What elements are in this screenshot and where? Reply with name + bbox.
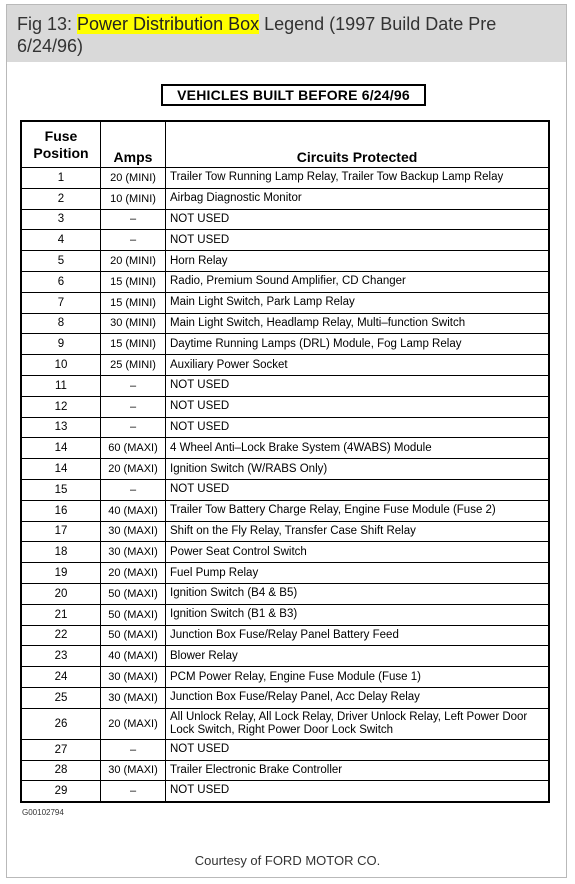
cell-position: 23: [21, 646, 101, 667]
table-row: [21, 500, 549, 521]
cell-position: 25: [21, 687, 101, 708]
cell-circuits: Blower Relay: [166, 646, 550, 667]
table-row: [21, 760, 549, 781]
cell-circuits: Ignition Switch (B4 & B5): [166, 583, 550, 604]
fuse-table: [20, 120, 550, 803]
table-row: [21, 521, 549, 542]
cell-circuits: All Unlock Relay, All Lock Relay, Driver Unlock Relay, Left Power Door Lock Switch, Right Power Door Lock Switch: [166, 708, 550, 739]
cell-position: 16: [21, 500, 101, 521]
cell-position: 10: [21, 355, 101, 376]
cell-amps: 30 (MAXI): [101, 667, 166, 688]
cell-circuits: Junction Box Fuse/Relay Panel, Acc Delay Relay: [166, 687, 550, 708]
table-header-row: [21, 121, 549, 168]
cell-circuits: PCM Power Relay, Engine Fuse Module (Fuse 1): [166, 667, 550, 688]
cell-position: 24: [21, 667, 101, 688]
cell-circuits: Junction Box Fuse/Relay Panel Battery Feed: [166, 625, 550, 646]
cell-position: 14: [21, 438, 101, 459]
cell-position: 11: [21, 375, 101, 396]
cell-position: 15: [21, 479, 101, 500]
cell-position: 28: [21, 760, 101, 781]
cell-circuits: NOT USED: [166, 230, 550, 251]
cell-position: 29: [21, 781, 101, 802]
cell-amps: –: [101, 417, 166, 438]
table-row: [21, 334, 549, 355]
cell-circuits: Ignition Switch (B1 & B3): [166, 604, 550, 625]
header-circuits: Circuits Protected: [166, 121, 550, 168]
cell-amps: 15 (MINI): [101, 271, 166, 292]
table-row: [21, 646, 549, 667]
table-row: [21, 417, 549, 438]
cell-amps: 20 (MAXI): [101, 459, 166, 480]
table-row: [21, 739, 549, 760]
cell-circuits: 4 Wheel Anti–Lock Brake System (4WABS) Module: [166, 438, 550, 459]
table-row: [21, 168, 549, 189]
table-row: [21, 708, 549, 739]
cell-circuits: Horn Relay: [166, 251, 550, 272]
cell-amps: –: [101, 230, 166, 251]
cell-amps: 15 (MINI): [101, 292, 166, 313]
table-row: [21, 459, 549, 480]
cell-position: 5: [21, 251, 101, 272]
cell-position: 8: [21, 313, 101, 334]
cell-circuits: Main Light Switch, Headlamp Relay, Multi–function Switch: [166, 313, 550, 334]
cell-amps: 10 (MINI): [101, 188, 166, 209]
cell-position: 21: [21, 604, 101, 625]
table-row: [21, 604, 549, 625]
table-row: [21, 355, 549, 376]
table-row: [21, 479, 549, 500]
courtesy-line: Courtesy of FORD MOTOR CO.: [194, 853, 381, 868]
table-row: [21, 667, 549, 688]
cell-circuits: Fuel Pump Relay: [166, 563, 550, 584]
cell-circuits: NOT USED: [166, 739, 550, 760]
cell-amps: 50 (MAXI): [101, 625, 166, 646]
header-amps: Amps: [101, 121, 166, 168]
cell-amps: 20 (MAXI): [101, 708, 166, 739]
table-row: [21, 292, 549, 313]
cell-position: 26: [21, 708, 101, 739]
cell-position: 2: [21, 188, 101, 209]
table-row: [21, 542, 549, 563]
table-row: [21, 251, 549, 272]
cell-position: 18: [21, 542, 101, 563]
cell-amps: 25 (MINI): [101, 355, 166, 376]
cell-position: 1: [21, 168, 101, 189]
cell-circuits: NOT USED: [166, 375, 550, 396]
cell-circuits: NOT USED: [166, 479, 550, 500]
cell-position: 19: [21, 563, 101, 584]
cell-position: 14: [21, 459, 101, 480]
cell-position: 6: [21, 271, 101, 292]
cell-circuits: NOT USED: [166, 417, 550, 438]
table-row: [21, 188, 549, 209]
cell-amps: 20 (MAXI): [101, 563, 166, 584]
cell-amps: –: [101, 396, 166, 417]
cell-position: 20: [21, 583, 101, 604]
figure-code: G00102794: [22, 808, 64, 817]
cell-circuits: Shift on the Fly Relay, Transfer Case Shift Relay: [166, 521, 550, 542]
table-row: [21, 230, 549, 251]
table-row: [21, 313, 549, 334]
table-row: [21, 271, 549, 292]
table-row: [21, 583, 549, 604]
cell-amps: 30 (MAXI): [101, 521, 166, 542]
cell-amps: 40 (MAXI): [101, 646, 166, 667]
cell-circuits: Main Light Switch, Park Lamp Relay: [166, 292, 550, 313]
table-row: [21, 781, 549, 802]
cell-position: 3: [21, 209, 101, 230]
table-row: [21, 438, 549, 459]
figure-header: [7, 5, 566, 62]
cell-amps: 50 (MAXI): [101, 604, 166, 625]
cell-position: 12: [21, 396, 101, 417]
cell-amps: 20 (MINI): [101, 168, 166, 189]
cell-position: 17: [21, 521, 101, 542]
cell-circuits: Power Seat Control Switch: [166, 542, 550, 563]
cell-amps: –: [101, 209, 166, 230]
cell-amps: 30 (MAXI): [101, 687, 166, 708]
cell-amps: 30 (MINI): [101, 313, 166, 334]
cell-amps: 40 (MAXI): [101, 500, 166, 521]
table-row: [21, 563, 549, 584]
header-prefix: Fig 13:: [17, 14, 78, 34]
table-row: [21, 396, 549, 417]
cell-amps: 50 (MAXI): [101, 583, 166, 604]
cell-amps: 20 (MINI): [101, 251, 166, 272]
cell-circuits: Daytime Running Lamps (DRL) Module, Fog Lamp Relay: [166, 334, 550, 355]
cell-position: 7: [21, 292, 101, 313]
cell-amps: 15 (MINI): [101, 334, 166, 355]
cell-position: 4: [21, 230, 101, 251]
cell-amps: –: [101, 375, 166, 396]
table-row: [21, 687, 549, 708]
cell-amps: –: [101, 781, 166, 802]
cell-position: 9: [21, 334, 101, 355]
header-highlight: Power Distribution Box: [77, 14, 260, 34]
table-row: [21, 209, 549, 230]
header-suffix: Legend (1997 Build Date Pre 6/24/96): [17, 14, 497, 56]
cell-circuits: Trailer Electronic Brake Controller: [166, 760, 550, 781]
cell-circuits: Trailer Tow Battery Charge Relay, Engine Fuse Module (Fuse 2): [166, 500, 550, 521]
cell-circuits: NOT USED: [166, 396, 550, 417]
header-fuse-position: Fuse Position: [21, 121, 101, 168]
table-row: [21, 375, 549, 396]
cell-circuits: Auxiliary Power Socket: [166, 355, 550, 376]
cell-amps: –: [101, 479, 166, 500]
cell-position: 27: [21, 739, 101, 760]
cell-amps: –: [101, 739, 166, 760]
cell-amps: 30 (MAXI): [101, 542, 166, 563]
cell-circuits: NOT USED: [166, 781, 550, 802]
vehicles-banner: VEHICLES BUILT BEFORE 6/24/96: [161, 84, 426, 106]
table-row: [21, 625, 549, 646]
cell-circuits: Ignition Switch (W/RABS Only): [166, 459, 550, 480]
cell-circuits: NOT USED: [166, 209, 550, 230]
cell-amps: 60 (MAXI): [101, 438, 166, 459]
cell-circuits: Airbag Diagnostic Monitor: [166, 188, 550, 209]
cell-amps: 30 (MAXI): [101, 760, 166, 781]
cell-position: 13: [21, 417, 101, 438]
cell-circuits: Trailer Tow Running Lamp Relay, Trailer Tow Backup Lamp Relay: [166, 168, 550, 189]
cell-position: 22: [21, 625, 101, 646]
cell-circuits: Radio, Premium Sound Amplifier, CD Changer: [166, 271, 550, 292]
